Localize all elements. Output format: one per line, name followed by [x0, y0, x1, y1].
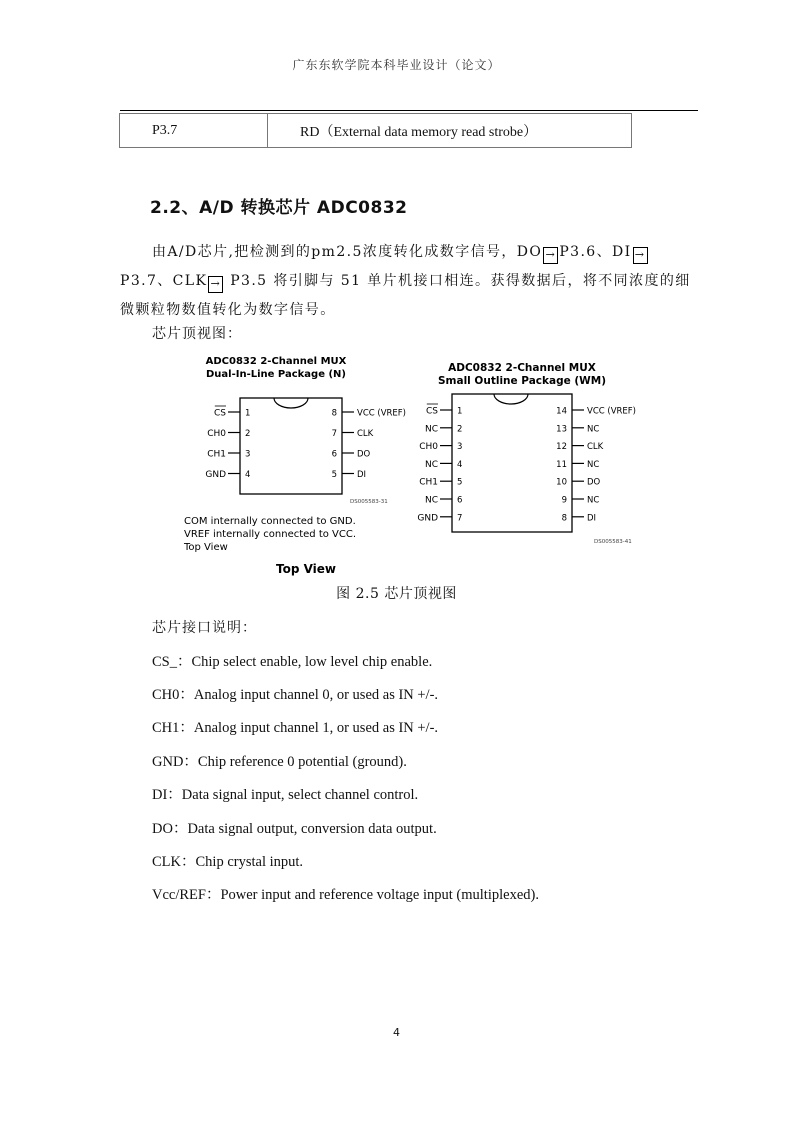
pin-description: Vcc/REF：Power input and reference voltage input (multiplexed).	[152, 887, 539, 903]
interface-label: 芯片接口说明：	[152, 620, 257, 636]
pin-number-label: 4	[457, 459, 463, 470]
so-subtitle: Small Outline Package (WM)	[437, 375, 607, 387]
top-view-label: Top View	[275, 562, 337, 576]
pin-number-label: 8	[561, 513, 567, 524]
pin-description: CLK：Chip crystal input.	[152, 854, 304, 870]
table-row	[120, 114, 632, 148]
intro-text: P3.5 将引脚与 51 单片机接口相连。获得数据后，将不同浓度的细微颗粒物数值转化为数字信号。	[120, 273, 691, 318]
arrow-icon: →	[208, 276, 223, 293]
pin-description: GND：Chip reference 0 potential (ground).	[152, 754, 407, 770]
pin-number-label: 3	[245, 449, 251, 460]
pin-number-label: 6	[457, 495, 463, 506]
pin-name-label: NC	[587, 459, 600, 470]
so-title: ADC0832 2-Channel MUX	[448, 362, 596, 374]
section-title: 2.2、A/D 转换芯片 ADC0832	[150, 198, 408, 218]
pin-number-label: 7	[331, 429, 337, 439]
pin-description: DI：Data signal input, select channel control.	[152, 787, 419, 803]
pin-description: CH0：Analog input channel 0, or used as IN +/-.	[152, 687, 439, 703]
pin-number-label: 14	[556, 406, 567, 417]
dip-title: ADC0832 2-Channel MUX	[205, 356, 347, 367]
pin-name-label: CS	[426, 406, 438, 417]
pin-name-label: CH0	[207, 429, 226, 439]
pin-number-label: 4	[245, 470, 251, 480]
pin-number-label: 1	[245, 408, 251, 419]
dip-note: Top View	[184, 542, 228, 553]
pin-name-label: VCC (VREF)	[587, 406, 636, 417]
pin-number-label: 6	[331, 449, 337, 460]
intro-text: P3.7、CLK	[120, 273, 208, 289]
so-body	[452, 394, 572, 532]
function-cell: RD（External data memory read strobe）	[268, 114, 632, 148]
pin-number-label: 5	[457, 477, 463, 488]
pin-cell: P3.7	[120, 114, 268, 148]
dip-note: VREF internally connected to VCC.	[184, 529, 357, 540]
page-number: 4	[393, 1026, 400, 1039]
pin-name-label: CLK	[587, 442, 604, 453]
so-code: DS005583-41	[594, 539, 632, 545]
pin-number-label: 7	[457, 513, 463, 524]
dip-body	[240, 398, 342, 494]
arrow-icon: →	[543, 247, 558, 264]
dip-code: DS005583-31	[350, 499, 388, 505]
pin-number-label: 12	[556, 442, 567, 453]
dip-subtitle: Dual-In-Line Package (N)	[206, 369, 346, 380]
pin-number-label: 10	[556, 477, 567, 488]
pin-number-label: 11	[556, 459, 567, 470]
pin-name-label: NC	[424, 424, 438, 435]
pin-description: CS_：Chip select enable, low level chip enable.	[152, 654, 433, 670]
pin-name-label: NC	[424, 495, 438, 506]
pin-number-label: 8	[331, 408, 337, 419]
pin-name-label: NC	[424, 459, 438, 470]
pin-name-label: NC	[587, 495, 600, 506]
pin-name-label: CS	[214, 408, 226, 419]
pin-description: CH1：Analog input channel 1, or used as IN +/-.	[152, 720, 439, 736]
pin-name-label: CH0	[419, 442, 438, 453]
dip-note: COM internally connected to GND.	[184, 516, 356, 527]
arrow-icon: →	[633, 247, 648, 264]
pin-name-label: DO	[357, 449, 371, 460]
pin-number-label: 2	[457, 424, 463, 435]
chip-view-label: 芯片顶视图：	[152, 326, 242, 342]
pin-name-label: VCC (VREF)	[357, 408, 406, 419]
page-header: 广东东软学院本科毕业设计（论文）	[292, 58, 501, 72]
dip-right-pins	[332, 409, 406, 481]
pin-name-label: DI	[357, 470, 367, 480]
pin-table	[119, 113, 632, 148]
pin-number-label: 1	[457, 406, 463, 417]
pin-name-label: CLK	[357, 429, 374, 439]
pin-number-label: 3	[457, 442, 463, 453]
pin-name-label: GND	[205, 470, 226, 480]
pin-name-label: GND	[417, 513, 438, 524]
figure-caption: 图 2.5 芯片顶视图	[336, 586, 457, 602]
pin-description: DO：Data signal output, conversion data output.	[152, 821, 437, 837]
pin-number-label: 2	[245, 429, 251, 439]
chip-figure	[170, 350, 650, 580]
intro-text: P3.6、DI	[559, 244, 632, 260]
pin-number-label: 5	[331, 470, 337, 480]
pin-name-label: CH1	[419, 477, 438, 488]
intro-text: 由A/D芯片,把检测到的pm2.5浓度转化成数字信号，DO	[152, 244, 543, 260]
pin-name-label: DI	[587, 513, 597, 524]
pin-number-label: 9	[561, 495, 567, 506]
chip-diagram	[170, 350, 650, 580]
intro-paragraph	[120, 238, 698, 325]
pin-name-label: DO	[587, 477, 601, 488]
header-rule	[120, 110, 698, 111]
pin-name-label: NC	[587, 424, 600, 435]
pin-number-label: 13	[556, 424, 567, 435]
pin-name-label: CH1	[207, 449, 226, 460]
